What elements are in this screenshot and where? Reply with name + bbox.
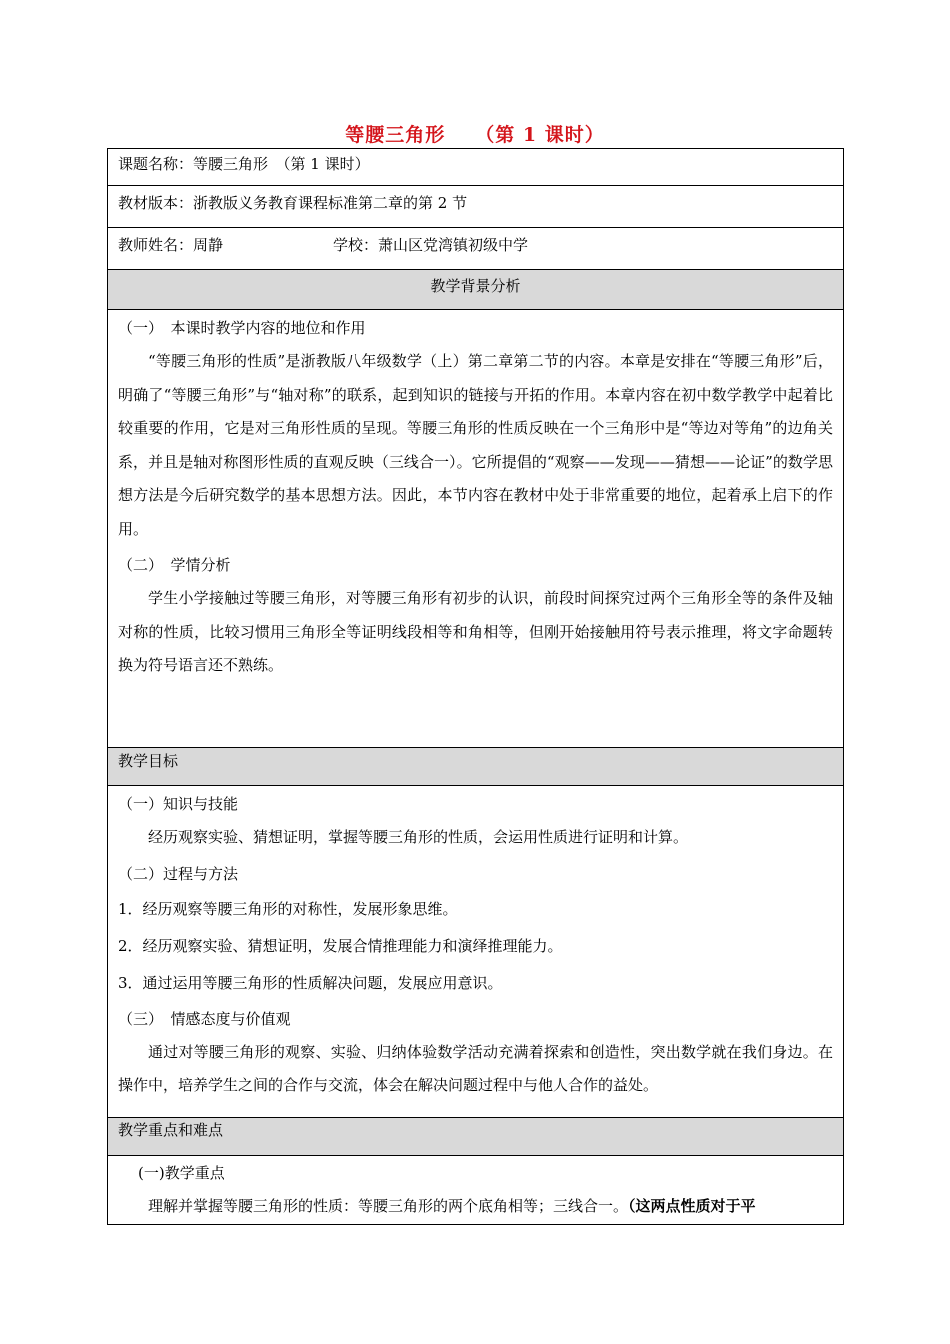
g2-item: 2．经历观察实验、猜想证明，发展合情推理能力和演绎推理能力。 (118, 936, 563, 955)
k1-heading: (一)教学重点 (138, 1164, 225, 1182)
background-section (108, 310, 844, 748)
k1-bold-note: （这两点性质对于平 (628, 1197, 756, 1215)
title-main: 等腰三角形 (345, 124, 446, 146)
g3-text: 通过对等腰三角形的观察、实验、归纳体验数学活动充满着探索和创造性，突出数学就在我们身边。在操作中，培养学生之间的合作与交流，体会在解决问题过程中与他人合作的益处。 (118, 1042, 833, 1094)
teacher-school-cell (108, 228, 844, 270)
g2-item: 1．经历观察等腰三角形的对称性，发展形象思维。 (118, 899, 458, 918)
bg-s1-text: “等腰三角形的性质”是浙教版八年级数学（上）第二章第二节的内容。本章是安排在“等腰三角形”后，明确了“等腰三角形”与“轴对称”的联系，起到知识的链接与开拓的作用。本章内容在初中数学教学中起着比较重要的作用，它是对三角形性质的呈现。等腰三角形的性质反映在一个三角形中是“等边对等角”的边角关系，并且是轴对称图形性质的直观反映（三线合一）。它所提倡的“观察——发现——猜想——论证”的数学思想方法是今后研究数学的基本思想方法。因此，本节内容在教材中处于非常重要的地位，起着承上启下的作用。 (118, 352, 833, 538)
bg-s2-heading: （二） 学情分析 (118, 556, 231, 574)
g1-text: 经历观察实验、猜想证明，掌握等腰三角形的性质，会运用性质进行证明和计算。 (148, 828, 689, 846)
g1-heading: （一）知识与技能 (118, 795, 239, 813)
background-header: 教学背景分析 (108, 270, 844, 310)
key-points-header: 教学重点和难点 (108, 1118, 844, 1156)
key-points-section (108, 1156, 844, 1225)
teacher-name: 教师姓名：周静 (118, 236, 224, 254)
school-name: 学校：萧山区党湾镇初级中学 (333, 236, 529, 254)
title-sub: （第 1 课时） (475, 124, 605, 146)
g3-heading: （三） 情感态度与价值观 (118, 1009, 291, 1028)
page-title (0, 120, 950, 147)
textbook-cell: 教材版本：浙教版义务教育课程标准第二章的第 2 节 (108, 186, 844, 228)
bg-s2-text: 学生小学接触过等腰三角形，对等腰三角形有初步的认识，前段时间探究过两个三角形全等的条件及轴对称的性质，比较习惯用三角形全等证明线段相等和角相等，但刚开始接触用符号表示推理，将文字命题转换为符号语言还不熟练。 (118, 589, 833, 674)
course-name-cell: 课题名称：等腰三角形 （第 1 课时） (108, 149, 844, 186)
k1-line (118, 1190, 833, 1224)
lesson-plan-table (107, 148, 844, 1225)
g2-heading: （二）过程与方法 (118, 864, 239, 883)
goals-section (108, 786, 844, 1118)
k1-text: 理解并掌握等腰三角形的性质：等腰三角形的两个底角相等；三线合一。 (148, 1197, 629, 1215)
bg-s1-heading: （一） 本课时教学内容的地位和作用 (118, 319, 366, 337)
g2-item: 3．通过运用等腰三角形的性质解决问题，发展应用意识。 (118, 973, 503, 992)
goals-header: 教学目标 (108, 748, 844, 786)
